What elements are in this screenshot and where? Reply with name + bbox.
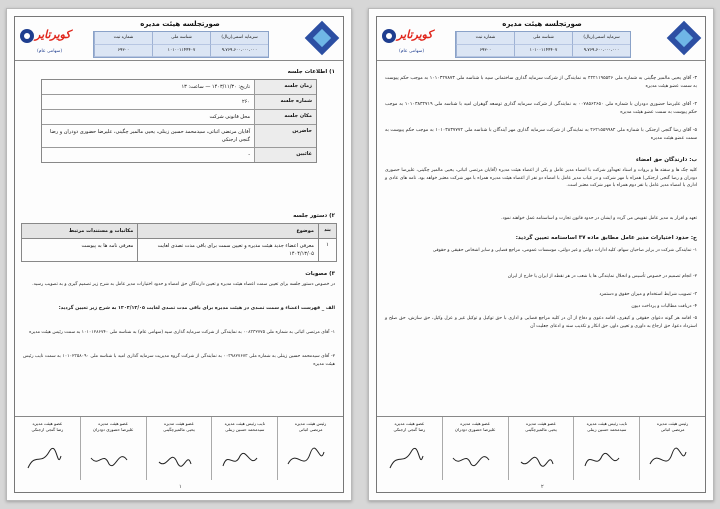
- page-header: [15, 17, 343, 61]
- signature-scribble-icon: [517, 444, 557, 474]
- info-value: محل قانونی شرکت: [209, 114, 250, 120]
- capital-label: سرمایه اسمی(ریال): [572, 32, 630, 45]
- info-label: غائبین: [254, 148, 316, 162]
- national-id-label: شناسه ملی: [514, 32, 572, 45]
- section-ceo-powers: ج: حدود اختیارات مدیر عامل مطابق ماده ۳۷ اساسنامه تعیین گردید:: [515, 235, 697, 241]
- minutes-page-1: [6, 8, 352, 501]
- agenda-row: [22, 239, 336, 261]
- signature-title: عضو هیئت مدیره علیرضا حضوری دودران: [92, 421, 134, 432]
- info-value: تاریخ: ۱۴۰۳/۱۱/۳۰ — ساعت: ۱۳: [181, 84, 250, 90]
- brand-subtitle: (سهامی عام): [399, 49, 425, 54]
- signature-title: نایب رئیس هیئت مدیره سیدمحمد حسین زینلی: [586, 421, 628, 432]
- company-info-grid: [455, 31, 631, 58]
- info-row-attendees: [42, 125, 316, 148]
- power-item-1: ۱- نمایندگی شرکت در برابر صاحبان سهام، کلیه ادارات دولتی و غیر دولتی، موسسات عمومی، مراجع قضایی و سایر اشخاص حقیقی و حقوقی: [432, 248, 697, 253]
- signature-box-2: [211, 417, 277, 480]
- reg-no-label: شماره ثبت: [456, 32, 514, 45]
- signatories-text: کلیه چک ها و سفته ها و بروات و اسناد تعهدآور شرکت با امضاء مدیر عامل و یکی از اعضاء هیئت مدیره (آقایان مرتضی اثباتی، یحیی مالمیر چگینی، علیرضا حضوری دودران و رضا گنجی ارجنکی) همراه با مهر شرکت و در غیاب مدیر عامل با امضاء دو نفر از اعضاء هیئت مدیره همراه با مهر شرکت معتبر خواهد بود. نامه های عادی و اداری با امضاء مدیر عامل یا نفر دوم همراه با مهر شرکت معتبر است.: [385, 168, 697, 189]
- section-agenda: ۲) دستور جلسه: [293, 213, 335, 219]
- member-item-3: ۳- آقای یحیی مالمیر چگینی به شماره ملی ۴۲۲۱۱۹۵۵۴۶ به نمایندگی از شرکت سرمایه گذاری ساختمانی سپه با شناسه ملی ۱۰۱۰۳۲۷۸۷۳ به موجب حکم پیوست به سمت عضو هیئت مدیره: [385, 76, 697, 89]
- info-value: آقایان مرتضی اثباتی، سیدمحمد حسین زینلی، یحیی مالمیر چگینی، علیرضا حضوری دودران و رضا گنجی ارجنکی: [49, 129, 250, 143]
- signature-box-4: [80, 417, 146, 480]
- document-title: صورتجلسه هیئت مدیره: [140, 20, 220, 28]
- section-resolutions: ۳) مصوبات: [305, 271, 335, 277]
- signatories-text-2: تعهد و اقرار به مدیر عامل تفویض می گردد و ایشان در حدود قانون تجارت و اساسنامه عمل خواهند نمود.: [501, 216, 697, 221]
- page-frame: [376, 16, 706, 493]
- national-id-label: شناسه ملی: [152, 32, 210, 45]
- page-frame: [14, 16, 344, 493]
- agenda-table: [21, 223, 337, 262]
- reg-no-label: شماره ثبت: [94, 32, 152, 45]
- minutes-page-2: [368, 8, 714, 501]
- agenda-header-row: [22, 224, 336, 239]
- signature-box-1: [277, 417, 343, 480]
- info-row-place: [42, 110, 316, 125]
- capital-value: ۹،۷۶۹،۶۰۰،۰۰۰،۰۰۰: [572, 45, 630, 58]
- signature-row: [15, 416, 343, 480]
- agenda-docs: معرفی نامه ها به پیوست: [81, 243, 134, 249]
- member-item-2: ۲- آقای سیدمحمد حسین زینلی به شماره ملی ۰۰۳۹۸۲۷۶۷۳ به نمایندگی از شرکت گروه مدیریت سرمایه گذاری امید با شناسه ملی ۱۰۱۰۲۳۵۸۰۹۰ به سمت نایب رئیس هیئت مدیره: [23, 354, 335, 367]
- reg-no-value: ۶۹۳۰۰: [456, 45, 514, 58]
- signature-row: [377, 416, 705, 480]
- brand-name: کویرتایر: [35, 28, 71, 41]
- agenda-col-no: بند: [318, 224, 336, 238]
- signature-scribble-icon: [648, 444, 688, 474]
- signature-title: عضو هیئت مدیره علیرضا حضوری دودران: [454, 421, 496, 432]
- signature-scribble-icon: [23, 444, 63, 474]
- brand-name: کویرتایر: [397, 28, 433, 41]
- signature-scribble-icon: [89, 444, 129, 474]
- agenda-topic: معرفی اعضاء جدید هیئت مدیره و تعیین سمت برای باقی مدت تصدی لغایت ۱۴۰۴/۱۳/۰۵: [137, 239, 318, 261]
- capital-label: سرمایه اسمی(ریال): [210, 32, 268, 45]
- power-item-4: ۴- دریافت مطالبات و پرداخت دیون: [631, 304, 697, 309]
- info-label: مکان جلسه: [254, 110, 316, 124]
- agenda-no: ۱: [318, 239, 336, 261]
- info-row-time: [42, 80, 316, 95]
- power-item-2: ۲- انجام تصمیم در خصوص تأسیس و انحلال نمایندگی ها یا شعب در هر نقطه از ایران یا خارج از ایران: [507, 274, 697, 279]
- brand-logo: [381, 26, 451, 46]
- page-number: ۲: [541, 484, 544, 490]
- national-id-value: ۱۰۱۰۰۱۱۴۴۴۰۷: [152, 45, 210, 58]
- national-id-value: ۱۰۱۰۰۱۱۴۴۴۰۷: [514, 45, 572, 58]
- signature-box-1: [639, 417, 705, 480]
- power-item-5: ۵- اقامه هر گونه دعوای حقوقی و کیفری، اقامه دعوی و دفاع از آن در کلیه مراجع قضایی و اداری با حق توکیل و توکیل غیر و عزل وکیل، حق سازش، حق صلح و استرداد دعوا، حق ارجاع به داوری و تعیین داور، حق انکار و تکذیب سند و ادعای جعلیت آن: [385, 316, 697, 329]
- section-meeting-info: ۱) اطلاعات جلسه: [287, 69, 335, 75]
- signature-title: عضو هیئت مدیره رضا گنجی ارجنکی: [393, 421, 426, 432]
- info-row-number: [42, 95, 316, 110]
- resolution-a: الف _ فهرست اعضاء و سمت تصدی در هیئت مدیره برای باقی مدت تصدی لغایت ۱۴۰۴/۱۳/۰۵ به شرح زیر تعیین گردید:: [58, 306, 335, 311]
- section-signatories: ب: دارندگان حق امضاء: [635, 157, 697, 163]
- member-item-1: ۱- آقای مرتضی اثباتی به شماره ملی ۰۰۸۳۳۲۷۷۵ به نمایندگی از شرکت سرمایه گذاری سپه (سهامی عام) به شناسه ملی ۱۰۱۰۱۲۸۶۷۴۰ به سمت رئیس هیئت مدیره: [29, 330, 335, 335]
- agenda-col-docs: مکاتبات و مستندات مرتبط: [68, 228, 134, 234]
- capital-value: ۹،۷۶۹،۶۰۰،۰۰۰،۰۰۰: [210, 45, 268, 58]
- signature-title: عضو هیئت مدیره یحیی مالمیرچگینی: [163, 421, 195, 432]
- signature-scribble-icon: [286, 444, 326, 474]
- signature-title: نایب رئیس هیئت مدیره سیدمحمد حسین زینلی: [224, 421, 266, 432]
- signature-title: عضو هیئت مدیره رضا گنجی ارجنکی: [31, 421, 64, 432]
- signature-box-3: [508, 417, 574, 480]
- info-label: شماره جلسه: [254, 95, 316, 109]
- signature-scribble-icon: [385, 444, 425, 474]
- page-header: [377, 17, 705, 61]
- info-label: حاضرین: [254, 125, 316, 147]
- signature-box-5: [15, 417, 80, 480]
- signature-box-4: [442, 417, 508, 480]
- info-value: ۲۶۰: [241, 99, 250, 105]
- member-item-5: ۵- آقای رضا گنجی ارجنکی با شماره ملی ۴۶۲۱۵۵۹۹۸۲ به نمایندگی از شرکت سرمایه گذاری مهر آیندگان با شناسه ملی ۱۰۱۰۳۸۳۷۷۷۴ به موجب حکم پیوست به سمت عضو هیئت مدیره: [385, 128, 697, 141]
- info-row-absentees: [42, 148, 316, 162]
- brand-mark-icon: [20, 29, 34, 43]
- resolution-intro: در خصوص دستور جلسه برای تعیین سمت اعضاء هیئت مدیره و تعیین دارندگان حق امضاء و حدود اختیارات مدیر عامل به شرح زیر تصمیم گیری و به تصویب رسید.: [32, 282, 335, 287]
- power-item-3: ۳- تصویب شرایط استخدام و میزان حقوق و دستمزد: [599, 292, 697, 297]
- signature-scribble-icon: [582, 444, 622, 474]
- reg-no-value: ۶۹۳۰۰: [94, 45, 152, 58]
- info-value: -: [248, 152, 250, 158]
- info-label: زمان جلسه: [254, 80, 316, 94]
- signature-box-3: [146, 417, 212, 480]
- document-title: صورتجلسه هیئت مدیره: [502, 20, 582, 28]
- brand-subtitle: (سهامی عام): [37, 49, 63, 54]
- signature-title: رئیس هیئت مدیره مرتضی اثباتی: [656, 421, 689, 432]
- agenda-col-topic: موضوع: [137, 224, 318, 238]
- brand-mark-icon: [382, 29, 396, 43]
- company-emblem-icon: [667, 21, 702, 56]
- signature-box-5: [377, 417, 442, 480]
- signature-title: عضو هیئت مدیره یحیی مالمیرچگینی: [525, 421, 557, 432]
- meeting-info-table: [41, 79, 317, 163]
- brand-logo: [19, 26, 89, 46]
- member-item-4: ۴- آقای علیرضا حضوری دودران با شماره ملی ۰۰۷۸۵۶۲۶۵۰ به نمایندگی از شرکت سرمایه گذاری توسعه گوهران امید با شناسه ملی ۱۰۱۰۳۸۳۲۷۱۹ به موجب حکم پیوست به سمت عضو هیئت مدیره: [385, 102, 697, 115]
- signature-scribble-icon: [451, 444, 491, 474]
- company-info-grid: [93, 31, 269, 58]
- company-emblem-icon: [305, 21, 340, 56]
- signature-box-2: [573, 417, 639, 480]
- page-number: ۱: [179, 484, 182, 490]
- signature-title: رئیس هیئت مدیره مرتضی اثباتی: [294, 421, 327, 432]
- signature-scribble-icon: [220, 444, 260, 474]
- signature-scribble-icon: [155, 444, 195, 474]
